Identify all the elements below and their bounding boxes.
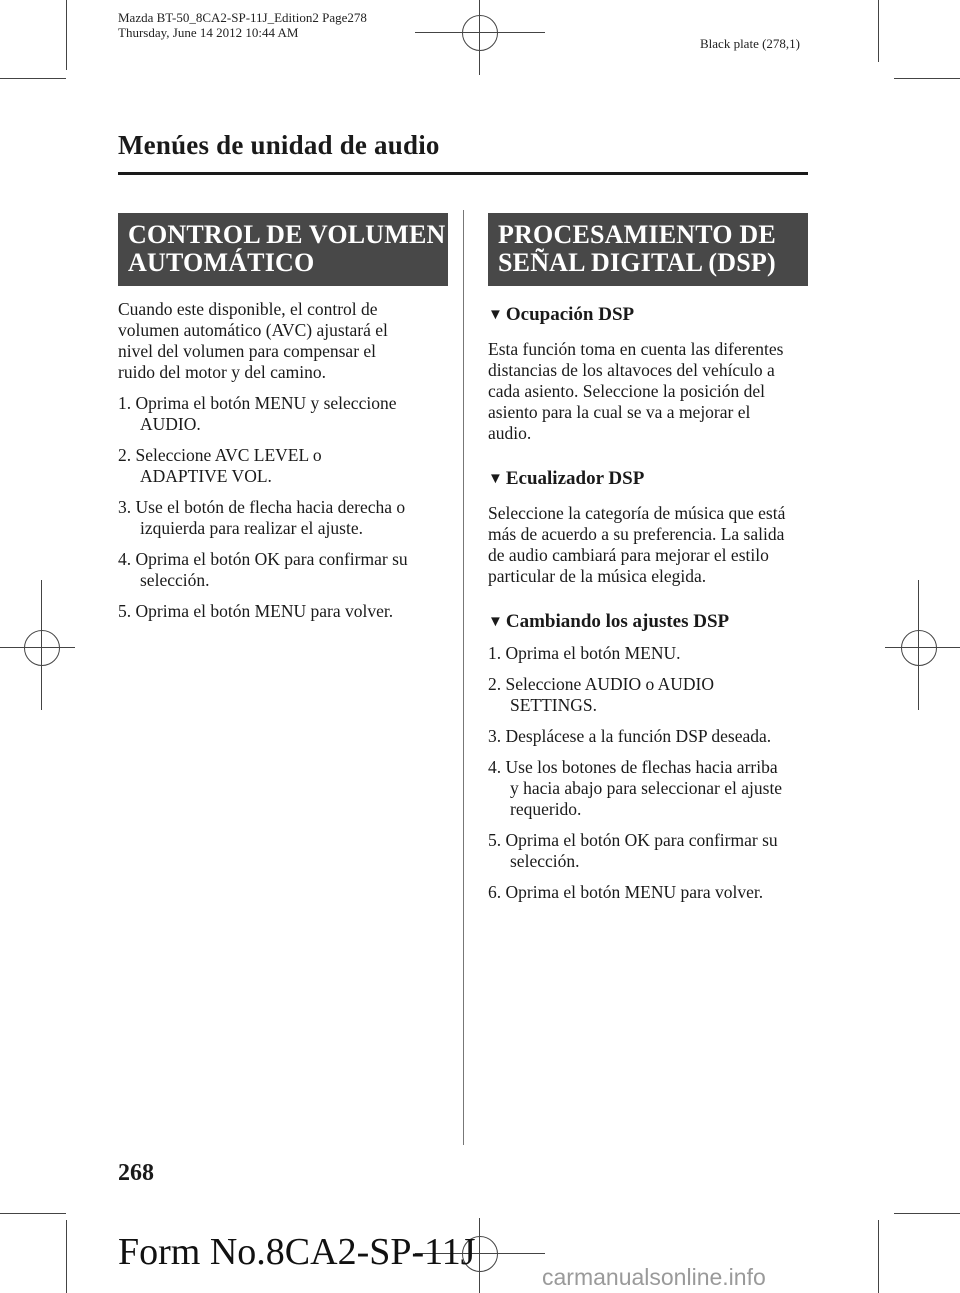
crop-mark [66, 0, 67, 70]
step-text: 1. Oprima el botón MENU. [488, 643, 681, 663]
step-text: 6. Oprima el botón MENU para volver. [488, 882, 764, 902]
step-item [118, 497, 448, 539]
print-header-line1: Mazda BT-50_8CA2-SP-11J_Edition2 Page278 [118, 10, 367, 25]
subheading-ocupacion [488, 304, 808, 326]
crop-mark [66, 1220, 67, 1293]
text-line: asiento para la cual se va a mejorar el [488, 402, 751, 422]
crop-mark [894, 1213, 960, 1214]
text-line: Esta función toma en cuenta las diferentes [488, 339, 784, 359]
crop-mark [0, 78, 66, 79]
column-divider [463, 210, 464, 1145]
heading-line: SEÑAL DIGITAL (DSP) [498, 248, 776, 277]
subheading-ecualizador [488, 468, 808, 490]
registration-line [41, 580, 42, 710]
text-line: más de acuerdo a su preferencia. La salida [488, 524, 785, 544]
step-item [118, 601, 448, 622]
intro-paragraph [118, 299, 448, 383]
heading-line: PROCESAMIENTO DE [498, 220, 776, 249]
crop-mark [878, 1220, 879, 1293]
registration-mark-top [462, 15, 498, 51]
step-text: y hacia abajo para seleccionar el ajuste [510, 778, 783, 798]
registration-line [415, 32, 545, 33]
dsp-steps [488, 643, 808, 903]
text-line: Cuando este disponible, el control de [118, 299, 378, 319]
triangle-down-icon: ▼ [488, 470, 503, 487]
crop-mark [0, 1213, 66, 1214]
triangle-down-icon: ▼ [488, 306, 503, 323]
step-item [488, 674, 808, 716]
print-header-line2: Thursday, June 14 2012 10:44 AM [118, 25, 299, 40]
title-rule [118, 172, 808, 175]
crop-mark [894, 78, 960, 79]
right-column [488, 213, 808, 903]
registration-line [918, 580, 919, 710]
step-text: 2. Seleccione AVC LEVEL o [118, 445, 322, 465]
heading-line: AUTOMÁTICO [128, 248, 315, 277]
text-line: cada asiento. Seleccione la posición del [488, 381, 765, 401]
text-line: nivel del volumen para compensar el [118, 341, 377, 361]
step-item [118, 445, 448, 487]
plate-label: Black plate (278,1) [700, 36, 800, 51]
text-line: particular de la música elegida. [488, 566, 707, 586]
step-text: 5. Oprima el botón OK para confirmar su [488, 830, 778, 850]
watermark: carmanualsonline.info [542, 1264, 766, 1290]
heading-line: CONTROL DE VOLUMEN [128, 220, 446, 249]
registration-mark-left [24, 630, 60, 666]
text-line: ruido del motor y del camino. [118, 362, 327, 382]
step-item [488, 757, 808, 820]
page-number: 268 [118, 1160, 154, 1186]
step-item [118, 549, 448, 591]
step-text: 1. Oprima el botón MENU y seleccione [118, 393, 397, 413]
step-item [488, 643, 808, 664]
step-text: ADAPTIVE VOL. [140, 466, 272, 486]
text-line: distancias de los altavoces del vehículo a [488, 360, 775, 380]
triangle-down-icon: ▼ [488, 613, 503, 630]
registration-line [479, 1218, 480, 1293]
step-text: 3. Use el botón de flecha hacia derecha o [118, 497, 406, 517]
step-item [488, 830, 808, 872]
ocupacion-paragraph [488, 339, 808, 444]
step-item [488, 726, 808, 747]
step-text: 2. Seleccione AUDIO o AUDIO [488, 674, 714, 694]
heading-banner-dsp [488, 213, 808, 286]
step-text: selección. [510, 851, 580, 871]
text-line: de audio cambiará para mejorar el estilo [488, 545, 769, 565]
print-header [118, 10, 367, 40]
text-line: volumen automático (AVC) ajustará el [118, 320, 388, 340]
section-title: Menúes de unidad de audio [118, 130, 440, 160]
left-column [118, 213, 448, 622]
step-text: 4. Use los botones de flechas hacia arriba [488, 757, 778, 777]
registration-line [0, 647, 75, 648]
subheading-cambiando [488, 611, 808, 633]
heading-banner-avc [118, 213, 448, 286]
subheading-text: Ecualizador DSP [505, 468, 645, 489]
subheading-text: Cambiando los ajustes DSP [505, 611, 730, 632]
step-item [488, 882, 808, 903]
registration-line [479, 0, 480, 75]
avc-steps [118, 393, 448, 622]
step-text: AUDIO. [140, 414, 201, 434]
registration-mark-right [901, 630, 937, 666]
step-text: requerido. [510, 799, 582, 819]
text-line: audio. [488, 423, 532, 443]
step-text: selección. [140, 570, 210, 590]
step-text: 4. Oprima el botón OK para confirmar su [118, 549, 408, 569]
registration-line [885, 647, 960, 648]
ecualizador-paragraph [488, 503, 808, 587]
text-line: Seleccione la categoría de música que está [488, 503, 786, 523]
step-item [118, 393, 448, 435]
step-text: SETTINGS. [510, 695, 598, 715]
subheading-text: Ocupación DSP [505, 304, 635, 325]
step-text: izquierda para realizar el ajuste. [140, 518, 363, 538]
step-text: 3. Desplácese a la función DSP deseada. [488, 726, 772, 746]
crop-mark [878, 0, 879, 62]
form-number: Form No.8CA2-SP-11J [118, 1231, 476, 1273]
step-text: 5. Oprima el botón MENU para volver. [118, 601, 394, 621]
